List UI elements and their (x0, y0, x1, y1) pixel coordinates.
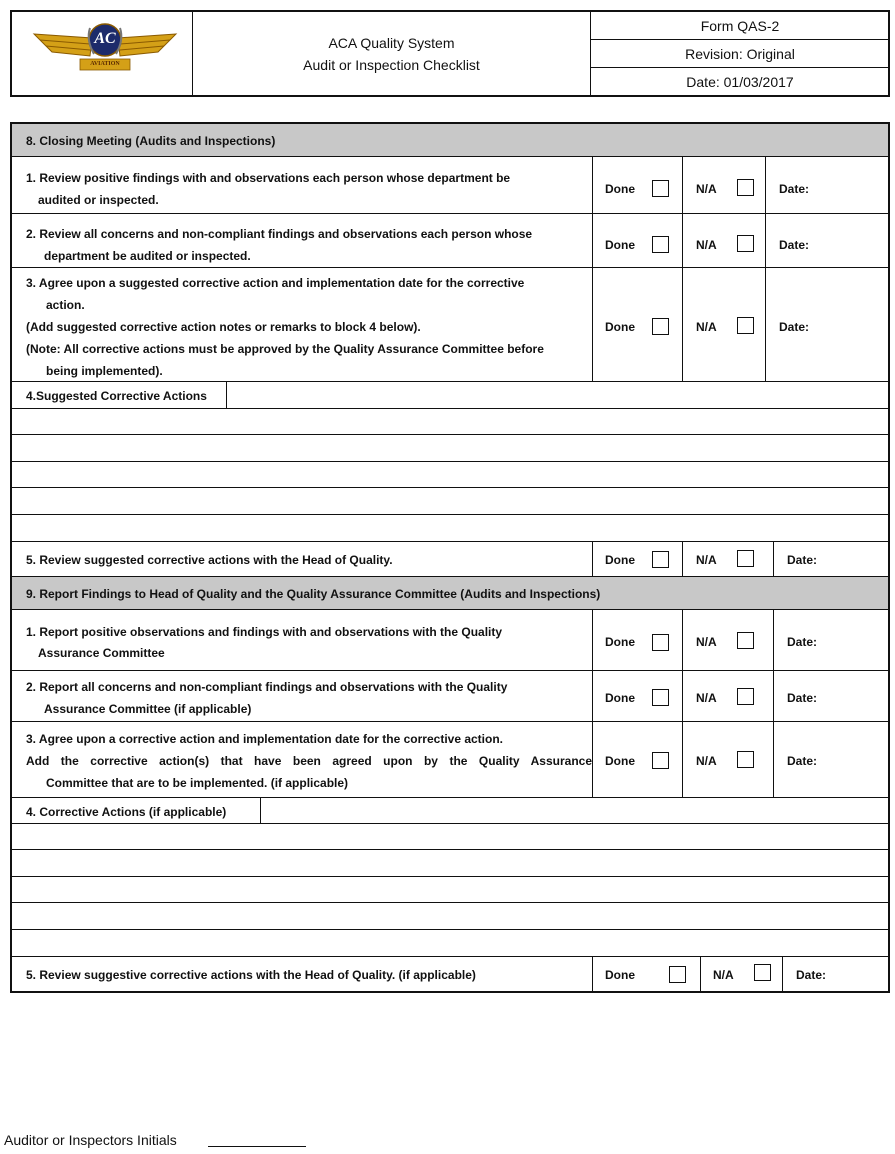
s9-item1-line1: 1. Report positive observations and findings with and observations with the Quality (26, 625, 503, 639)
s9-item3-line1: 3. Agree upon a corrective action and implementation date for the corrective action. (26, 732, 504, 746)
s9-corrective-action-line-4[interactable] (12, 903, 888, 929)
done-label: Done (605, 635, 635, 649)
s8-item2-line1: 2. Review all concerns and non-compliant findings and observations each person whose (26, 227, 533, 241)
na-label: N/A (696, 691, 717, 705)
system-title: ACA Quality System (328, 35, 455, 51)
date-label: Date: (787, 754, 818, 768)
s8-item3-na-checkbox[interactable] (737, 317, 754, 334)
date-label: Date: (796, 968, 827, 982)
s8-item5-text: 5. Review suggested corrective actions with the Head of Quality. (26, 553, 393, 567)
s8-corrective-action-line-1[interactable] (12, 409, 888, 434)
s9-item2-done-checkbox[interactable] (652, 689, 669, 706)
s8-corrective-action-line-3[interactable] (12, 462, 888, 487)
s9-item5-na-checkbox[interactable] (754, 964, 771, 981)
done-label: Done (605, 691, 635, 705)
s8-item3-line5: being implemented). (46, 364, 163, 378)
na-label: N/A (713, 968, 734, 982)
done-label: Done (605, 553, 635, 567)
section8-title: 8. Closing Meeting (Audits and Inspections) (26, 134, 276, 148)
done-label: Done (605, 238, 635, 252)
na-label: N/A (696, 320, 717, 334)
s8-corrective-action-line-2[interactable] (12, 435, 888, 461)
s8-corrective-action-line-5[interactable] (12, 515, 888, 541)
s9-item3-done-checkbox[interactable] (652, 752, 669, 769)
s8-item1-na-checkbox[interactable] (737, 179, 754, 196)
date-label: Date: (787, 691, 818, 705)
s8-item2-line2: department be audited or inspected. (44, 249, 251, 263)
s8-item2-na-checkbox[interactable] (737, 235, 754, 252)
revision-date: Date: 01/03/2017 (686, 74, 794, 90)
date-label: Date: (779, 238, 810, 252)
s8-item5-na-checkbox[interactable] (737, 550, 754, 567)
s9-corrective-action-line-2[interactable] (12, 850, 888, 876)
form-number: Form QAS-2 (700, 18, 780, 34)
s9-item2-line1: 2. Report all concerns and non-compliant findings and observations with the Quality (26, 680, 508, 694)
done-label: Done (605, 320, 635, 334)
s8-item1-line2: audited or inspected. (38, 193, 159, 207)
s9-item3-na-checkbox[interactable] (737, 751, 754, 768)
checklist-title: Audit or Inspection Checklist (303, 57, 480, 73)
s8-item3-done-checkbox[interactable] (652, 318, 669, 335)
s9-corrective-action-line-5[interactable] (12, 930, 888, 956)
initials-field[interactable] (208, 1135, 306, 1147)
done-label: Done (605, 968, 635, 982)
logo-text: AC (94, 30, 116, 47)
logo-subtext: AVIATION (90, 61, 120, 67)
s9-item1-na-checkbox[interactable] (737, 632, 754, 649)
initials-label: Auditor or Inspectors Initials (4, 1132, 177, 1148)
s9-item4-title: 4. Corrective Actions (if applicable) (26, 805, 227, 819)
na-label: N/A (696, 553, 717, 567)
s8-item3-line2: action. (46, 298, 85, 312)
date-label: Date: (779, 320, 810, 334)
na-label: N/A (696, 238, 717, 252)
s8-item2-done-checkbox[interactable] (652, 236, 669, 253)
na-label: N/A (696, 754, 717, 768)
date-label: Date: (787, 553, 818, 567)
s8-corrective-action-line-4[interactable] (12, 488, 888, 514)
s8-item3-line3: (Add suggested corrective action notes or remarks to block 4 below). (26, 320, 421, 334)
date-label: Date: (787, 635, 818, 649)
s8-item4-title: 4.Suggested Corrective Actions (26, 389, 207, 403)
s9-item5-text: 5. Review suggestive corrective actions with the Head of Quality. (if applicable) (26, 968, 476, 982)
section9-title: 9. Report Findings to Head of Quality and the Quality Assurance Committee (Audits and Inspections) (26, 587, 601, 601)
na-label: N/A (696, 182, 717, 196)
s8-item1-line1: 1. Review positive findings with and observations each person whose department be (26, 171, 511, 185)
s9-item5-done-checkbox[interactable] (669, 966, 686, 983)
s8-item5-done-checkbox[interactable] (652, 551, 669, 568)
s8-item1-done-checkbox[interactable] (652, 180, 669, 197)
s9-item2-line2: Assurance Committee (if applicable) (44, 702, 252, 716)
s9-item2-na-checkbox[interactable] (737, 688, 754, 705)
done-label: Done (605, 182, 635, 196)
date-label: Date: (779, 182, 810, 196)
s9-corrective-action-line-1[interactable] (12, 824, 888, 849)
s8-item3-line4: (Note: All corrective actions must be approved by the Quality Assurance Committee before (26, 342, 544, 356)
s9-item3-line2: Add the corrective action(s) that have been agreed upon by the Quality Assurance (26, 754, 592, 768)
s9-item1-done-checkbox[interactable] (652, 634, 669, 651)
na-label: N/A (696, 635, 717, 649)
s9-item1-line2: Assurance Committee (38, 646, 165, 660)
done-label: Done (605, 754, 635, 768)
s8-item3-line1: 3. Agree upon a suggested corrective action and implementation date for the corrective (26, 276, 525, 290)
s9-item3-line3: Committee that are to be implemented. (if applicable) (46, 776, 349, 790)
aviation-logo (30, 18, 180, 78)
s9-corrective-action-line-3[interactable] (12, 877, 888, 902)
revision: Revision: Original (685, 46, 795, 62)
